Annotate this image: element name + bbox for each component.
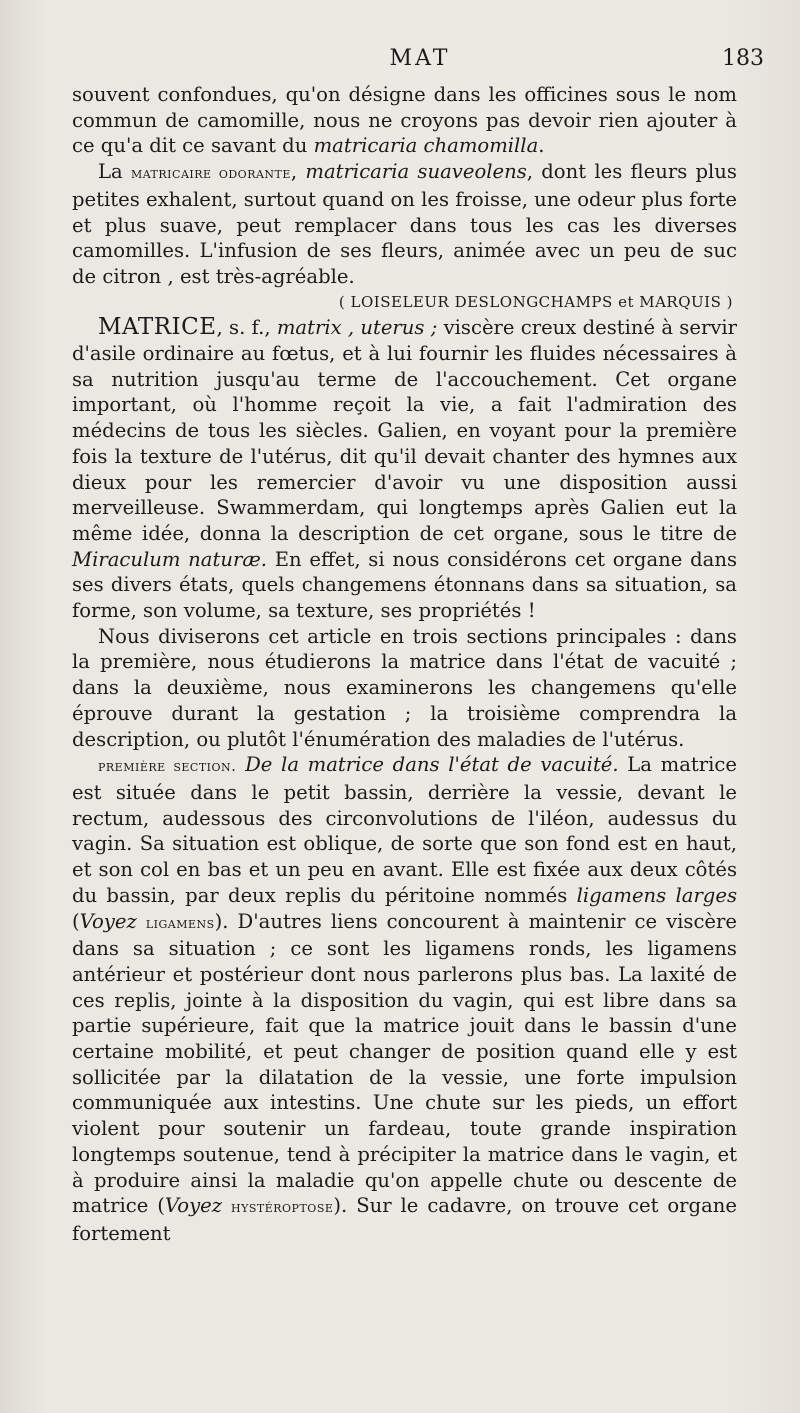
latin-term: matricaria chamomilla: [313, 134, 539, 158]
paragraph-section-one: [72, 752, 737, 1246]
paragraph-continuation: souvent confondues, qu'on désigne dans les officines sous le nom commun de camomille, nous ne croyons pas devoir rien ajouter à ce qu'a dit ce savant du matricaria chamomilla.: [72, 83, 737, 158]
small-caps-term: matricaire odorante: [130, 164, 291, 183]
author-signature: ( LOISELEUR DESLONGCHAMPS et MARQUIS ): [338, 292, 733, 311]
cross-reference: Voyez: [79, 909, 137, 933]
paragraph-text: souvent confondues, qu'on désigne dans les officines sous le nom commun de camomille, nous ne croyons pas devoir rien ajouter à ce qu'a dit ce savant du: [72, 83, 737, 158]
paragraph-text: ). D'autres liens concourent à maintenir ce viscère dans sa situation ; ce sont les ligamens ronds, les ligamens antérieur et postérieur dont nous parlerons plus bas. La laxité de ces replis, jointe à la disposition du vagin, qui est libre dans sa partie supérieure, fait que la matrice jouit dans le bassin d'une certaine mobilité, et peut changer de position quand elle y est sollicitée par la dilatation de la vessie, une forte impulsion communiquée aux intestins. Une chute sur les pieds, un effort violent pour soutenir un fardeau, toute grande inspiration longtemps soutenue, tend à précipiter la matrice dans le vagin, et à produire ainsi la maladie qu'on appelle chute ou descente de matrice (: [72, 909, 737, 1218]
paragraph-matricaire: La matricaire odorante, matricaria suaveolens, dont les fleurs plus petites exhalent, surtout quand on les froisse, une odeur plus forte et plus suave, peut remplacer dans tous les cas les diverses camomilles. L'infusion de ses fleurs, animée avec un peu de suc de citron , est très-agréable.: [72, 160, 737, 288]
paragraph-text: viscère creux destiné à servir d'asile ordinaire au fœtus, et à lui fournir les fluides nécessaires à sa nutrition jusqu'au terme de l'accouchement. Cet organe important, où l'homme reçoit la vie, a fait l'admiration des médecins de tous les siècles. Galien, en voyant pour la première fois la texture de l'utérus, dit qu'il devait chanter des hymnes aux dieux pour les remercier d'avoir vu une disposition aussi merveilleuse. Swammerdam, qui longtemps après Galien eut la même idée, donna la description de cet organe, sous le titre de: [72, 316, 738, 545]
small-caps-term: hystéroptose: [231, 1198, 334, 1217]
small-caps-term: ligamens: [145, 913, 215, 932]
latin-term: matrix , uterus ;: [276, 316, 438, 340]
paragraph-matrice-entry: [72, 315, 737, 623]
paren: (: [72, 909, 80, 933]
latin-term: matricaria suaveolens: [305, 160, 527, 184]
page-number: 183: [722, 46, 764, 71]
section-title: De la matrice dans l'état de vacuité.: [245, 753, 619, 777]
paragraph-text: En effet, si nous considérons cet organe dans ses divers états, quels changemens étonnans dans sa situation, sa forme, son volume, sa texture, ses propriétés !: [72, 547, 737, 623]
paragraph-text: , dont les fleurs plus petites exhalent, surtout quand on les froisse, une odeur plus forte et plus suave, peut remplacer dans tous les cas les diverses camomilles. L'infusion de ses fleurs, animée avec un peu de suc de citron , est très-agréable.: [72, 160, 737, 288]
body-text: [72, 82, 737, 1247]
entry-headword: MATRICE: [98, 314, 217, 341]
paragraph-text: La matrice est située dans le petit bassin, derrière la vessie, devant le rectum, audessous des circonvolutions de l'iléon, audessus du vagin. Sa situation est oblique, de sorte que son fond est en haut, et son col en bas et un peu en avant. Elle est fixée aux deux côtés du bassin, par deux replis du péritoine nommés: [72, 753, 737, 907]
cross-reference: Voyez: [164, 1194, 223, 1218]
paragraph-text: ). Sur le cadavre, on trouve cet organe fortement: [72, 1194, 737, 1245]
running-head: MAT: [389, 46, 451, 71]
grammar-note: , s. f.,: [216, 316, 271, 340]
latin-term: Miraculum naturæ.: [72, 547, 267, 571]
italic-term: ligamens larges: [576, 883, 737, 907]
paragraph-sections: Nous diviserons cet article en trois sections principales : dans la première, nous étudierons la matrice dans l'état de vacuité ; dans la deuxième, nous examinerons les changemens qu'elle éprouve durant la gestation ; la troisième comprendra la description, ou plutôt l'énumération des maladies de l'utérus.: [72, 624, 737, 751]
page-header: [70, 46, 770, 76]
section-label: première section.: [98, 757, 237, 776]
